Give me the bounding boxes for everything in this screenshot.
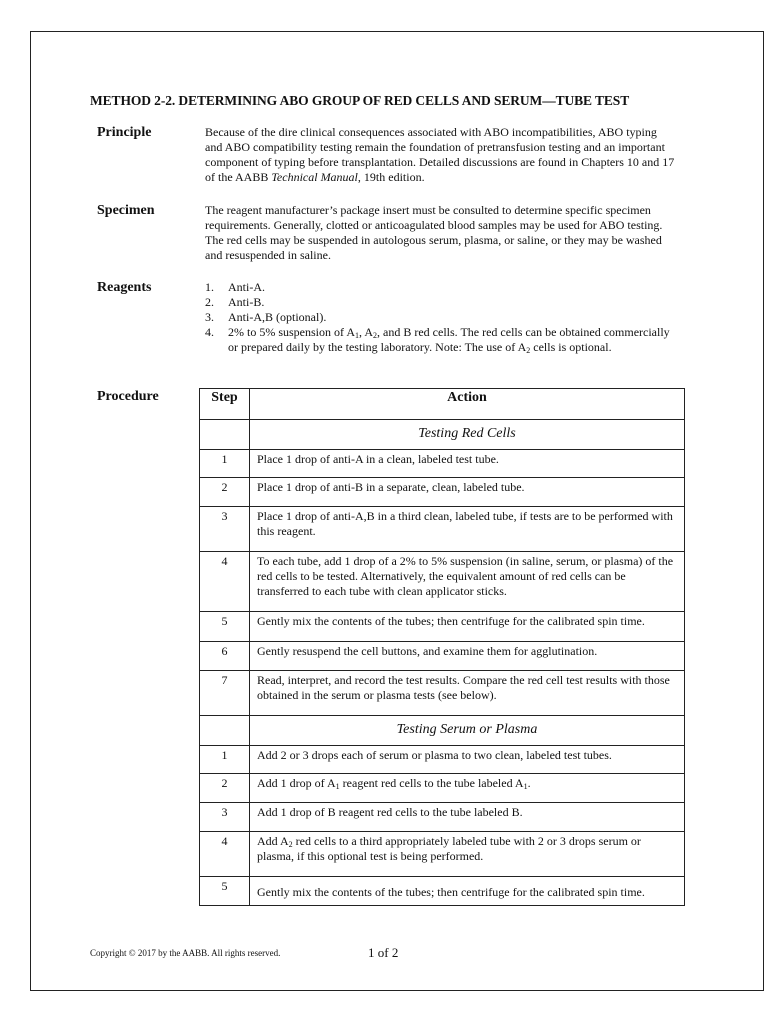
table-row: 4 Add $A_2$ red cells to a third appropriately labeled tube with 2 or 3 drops serum or plasma, if this optional test is being performed.: [200, 832, 685, 877]
reagents-label: Reagents: [97, 280, 152, 295]
specimen-label: Specimen: [97, 203, 155, 218]
table-row: 5 Gently mix the contents of the tubes; then centrifuge for the calibrated spin time.: [200, 612, 685, 642]
procedure-table: [199, 388, 685, 906]
table-row: 1 Place 1 drop of anti-A in a clean, labeled test tube.: [200, 450, 685, 478]
specimen-text: The reagent manufacturer’s package insert must be consulted to determine specific specimen requirements. Generally, clotted or anticoagulated blood samples may be used for ABO testing. The red cells may be suspended in autologous serum, plasma, or saline, or they may be washed and resuspended in saline.: [205, 203, 663, 262]
table-row: 3 Place 1 drop of anti-A,B in a third clean, labeled tube, if tests are to be performed with this reagent.: [200, 507, 685, 552]
principle-label: Principle: [97, 125, 152, 140]
table-row: 2 Add 1 drop of $A_1$ reagent red cells to the tube labeled $A_1$.: [200, 774, 685, 803]
red-cells-heading: Testing Red Cells: [250, 420, 685, 450]
reagent-item: 4. 2% to 5% suspension of $A_1$, $A_2$, and B red cells. The red cells can be obtained commercially or prepared daily by the testing laboratory. Note: The use of $A_2$ cells is optional.: [205, 325, 670, 355]
footer-page-number: 1 of 2: [368, 945, 399, 960]
reagent-item: 3. Anti-A,B (optional).: [205, 310, 327, 324]
procedure-label: Procedure: [97, 389, 159, 404]
principle-text: Because of the dire clinical consequences associated with ABO incompatibilities, ABO typing and ABO compatibility testing remain the foundation of pretransfusion testing and an important component of typing before transplantation. Detailed discussions are found in Chapters 10 and 17 of the AABB Technical Manual, 19th edition.: [205, 125, 675, 184]
reagent-item: 2. Anti-B.: [205, 295, 265, 309]
table-row: 2 Place 1 drop of anti-B in a separate, clean, labeled tube.: [200, 478, 685, 507]
serum-plasma-heading: Testing Serum or Plasma: [250, 716, 685, 746]
table-row: 7 Read, interpret, and record the test results. Compare the red cell test results with those obtained in the serum or plasma tests (see below).: [200, 671, 685, 716]
table-row: 5 Gently mix the contents of the tubes; then centrifuge for the calibrated spin time.: [200, 877, 685, 906]
footer-copyright: Copyright © 2017 by the AABB. All rights reserved.: [90, 948, 281, 958]
table-row: 1 Add 2 or 3 drops each of serum or plasma to two clean, labeled test tubes.: [200, 746, 685, 774]
reagent-item: 1. Anti-A.: [205, 280, 265, 294]
reagents-list: [205, 280, 677, 355]
method-title: METHOD 2-2. DETERMINING ABO GROUP OF RED CELLS AND SERUM—TUBE TEST: [90, 93, 630, 108]
table-row: 3 Add 1 drop of B reagent red cells to the tube labeled B.: [200, 803, 685, 832]
step-column-header: Step: [200, 389, 250, 420]
action-column-header: Action: [250, 389, 685, 420]
table-row: 4 To each tube, add 1 drop of a 2% to 5% suspension (in saline, serum, or plasma) of the red cells to be tested. Alternatively, the equivalent amount of red cells can be transferred to each tube with clean applicator sticks.: [200, 552, 685, 612]
table-row: 6 Gently resuspend the cell buttons, and examine them for agglutination.: [200, 642, 685, 671]
